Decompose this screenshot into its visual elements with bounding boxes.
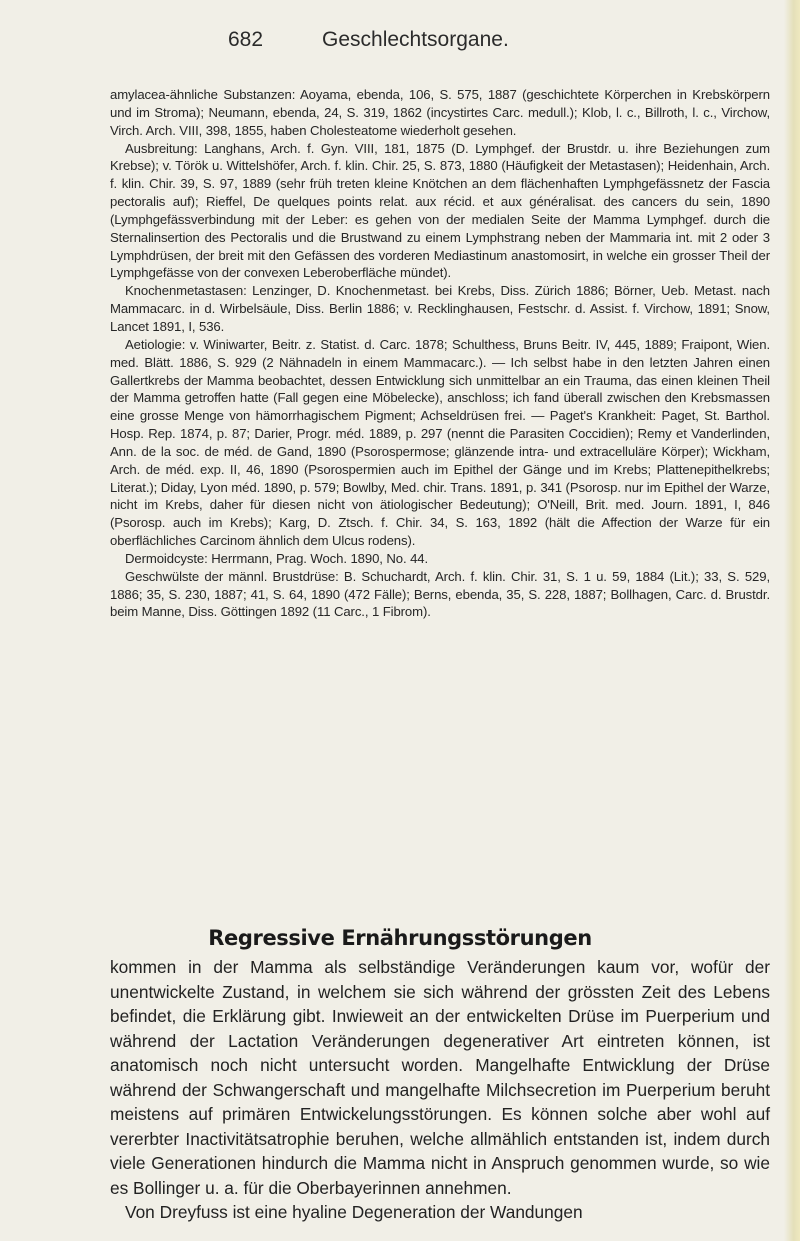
body-text — [110, 955, 770, 1225]
body-paragraph-2: Von Dreyfuss ist eine hyaline Degeneration der Wandungen — [125, 1202, 583, 1222]
page-header — [0, 28, 800, 58]
ref-paragraph-amylacea: amylacea-ähnliche Substanzen: Aoyama, ebenda, 106, S. 575, 1887 (geschichtete Körperchen in Krebskörpern und im Stroma); Neumann, ebenda, 24, S. 319, 1862 (incystirtes Carc. medull.); Klob, l. c., Billroth, l. c., Virchow, Virch. Arch. VIII, 398, 1855, haben Cholesteatome wiederholt gesehen. — [110, 87, 770, 138]
ref-paragraph-geschwuelste: Geschwülste der männl. Brustdrüse: B. Schuchardt, Arch. f. klin. Chir. 31, S. 1 u. 59, 1884 (Lit.); 33, S. 529, 1886; 35, S. 230, 1887; 41, S. 64, 1890 (472 Fälle); Berns, ebenda, 35, S. 228, 1887; Bollhagen, Carc. d. Brustdr. beim Manne, Diss. Göttingen 1892 (11 Carc., 1 Fibrom). — [110, 568, 770, 620]
running-title: Geschlechtsorgane. — [322, 28, 509, 51]
page-number: 682 — [228, 28, 264, 51]
ref-paragraph-ausbreitung: Ausbreitung: Langhans, Arch. f. Gyn. VIII, 181, 1875 (D. Lymphgef. der Brustdr. u. ihre Beziehungen zum Krebse); v. Török u. Wittelshöfer, Arch. f. klin. Chir. 25, S. 873, 1880 (Häufigkeit der Metastasen); Heidenhain, Arch. f. klin. Chir. 39, S. 97, 1889 (sehr früh treten kleine Knötchen an dem flächenhaften Lymphgefässnetz der Fascia pectoralis auf); Rieffel, De quelques points relat. aux récid. et aux généralisat. des cancers du sein, 1890 (Lymphgefässverbindung mit der Leber: es gehen von der medialen Seite der Mamma Lymphgef. durch die Sternalinsertion des Pectoralis und die Brustwand zu einem Lymphstrang neben der Mammaria int. mit 2 oder 3 Lymphdrüsen, der breit mit den Gefässen des vorderen Mediastinum anastomosirt, in welche ein grosser Theil der Lymphgefässe von der convexen Leberoberfläche mündet). — [110, 140, 770, 281]
section-heading: Regressive Ernährungsstörungen — [208, 926, 592, 950]
ref-paragraph-aetiologie: Aetiologie: v. Winiwarter, Beitr. z. Statist. d. Carc. 1878; Schulthess, Bruns Beitr. IV, 445, 1889; Fraipont, Wien. med. Blätt. 1886, S. 929 (2 Nähnadeln in einem Mammacarc.). — Ich selbst habe in den letzten Jahren einen Gallertkrebs der Mamma beobachtet, dessen Entwicklung sich unmittelbar an ein Trauma, das einen kleinen Theil der Mamma getroffen hatte (Fall gegen eine Möbelecke), anschloss; ich fand überall zwischen den Krebsmassen eine grosse Menge von hämorrhagischem Pigment; Achseldrüsen frei. — Paget's Krankheit: Paget, St. Barthol. Hosp. Rep. 1874, p. 87; Darier, Progr. méd. 1889, p. 297 (nennt die Parasiten Coccidien); Remy et Vanderlinden, Ann. de la soc. de méd. de Gand, 1890 (Psorospermose; glänzende intra- und extracelluläre Körper); Wickham, Arch. de méd. exp. II, 46, 1890 (Psorospermien auch im Epithel der Gänge und im Krebs; Plattenepithelkrebs; Literat.); Diday, Lyon méd. 1890, p. 579; Bowlby, Med. chir. Trans. 1891, p. 341 (Psorosp. nur im Epithel der Warze, nicht im Krebs, daher für diesen nicht von ätiologischer Bedeutung); O'Neill, Brit. med. Journ. 1891, I, 846 (Psorosp. auch im Krebs); Karg, D. Ztsch. f. Chir. 34, S. 163, 1892 (hält die Affection der Warze für ein oberflächliches Carcinom ähnlich dem Ulcus rodens). — [110, 336, 770, 549]
reference-block — [110, 86, 770, 621]
ref-paragraph-dermoidcyste: Dermoidcyste: Herrmann, Prag. Woch. 1890, No. 44. — [125, 550, 429, 566]
ref-paragraph-knochenmetastasen: Knochenmetastasen: Lenzinger, D. Knochenmetast. bei Krebs, Diss. Zürich 1886; Börner, Ueb. Metast. nach Mammacarc. in d. Wirbelsäule, Diss. Berlin 1886; v. Recklinghausen, Festschr. d. Assist. f. Virchow, 1891; Snow, Lancet 1891, I, 536. — [110, 283, 770, 334]
page-edge — [784, 0, 800, 1241]
body-paragraph-1: kommen in der Mamma als selbständige Veränderungen kaum vor, wofür der unentwickelte Zustand, in welchem sie sich während der grössten Zeit des Lebens befindet, die Erklärung gibt. Inwieweit an der entwickelten Drüse im Puerperium und während der Lactation Veränderungen degenerativer Art eintreten können, ist anatomisch noch nicht untersucht worden. Mangelhafte Entwicklung der Drüse während der Schwangerschaft und mangelhafte Milchsecretion im Puerperium beruht meistens auf primären Entwickelungsstörungen. Es können solche aber wohl auf vererbter Inactivitätsatrophie beruhen, welche allmählich entstanden ist, indem durch viele Generationen hindurch die Mamma nicht in Anspruch genommen wurde, so wie es Bollinger u. a. für die Oberbayerinnen annehmen. — [110, 957, 770, 1198]
